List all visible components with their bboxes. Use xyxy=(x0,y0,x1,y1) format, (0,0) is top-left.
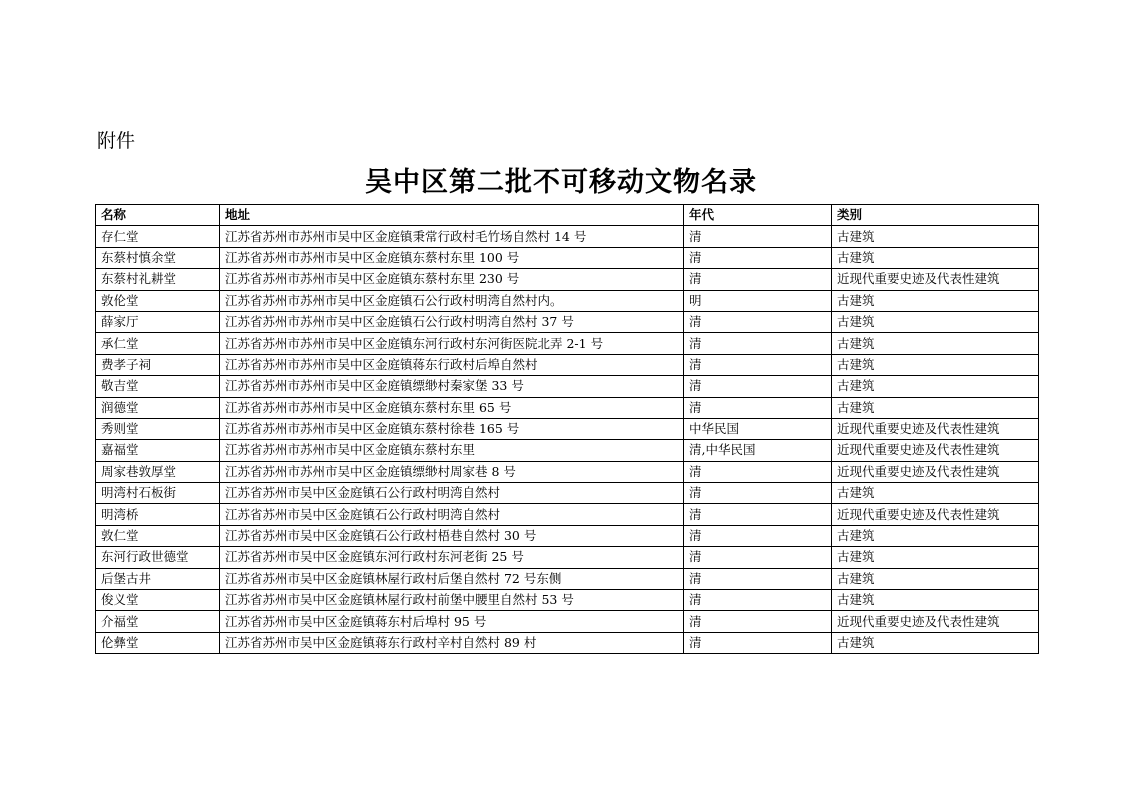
cell-name: 费孝子祠 xyxy=(96,354,220,375)
table-row xyxy=(96,247,1039,268)
table-body xyxy=(96,226,1039,654)
cell-category: 近现代重要史迹及代表性建筑 xyxy=(832,269,1039,290)
cell-address: 江苏省苏州市苏州市吴中区金庭镇缥缈村秦家堡 33 号 xyxy=(220,376,684,397)
table-row xyxy=(96,568,1039,589)
cell-address: 江苏省苏州市吴中区金庭镇石公行政村梧巷自然村 30 号 xyxy=(220,525,684,546)
cell-name: 伦彝堂 xyxy=(96,632,220,653)
table-row xyxy=(96,461,1039,482)
table-row xyxy=(96,547,1039,568)
cell-era: 清,中华民国 xyxy=(684,440,832,461)
table-row xyxy=(96,440,1039,461)
cell-era: 清 xyxy=(684,247,832,268)
cell-era: 清 xyxy=(684,568,832,589)
cell-era: 清 xyxy=(684,376,832,397)
cell-address: 江苏省苏州市苏州市吴中区金庭镇石公行政村明湾自然村内。 xyxy=(220,290,684,311)
cell-name: 存仁堂 xyxy=(96,226,220,247)
cell-address: 江苏省苏州市苏州市吴中区金庭镇东蔡村东里 230 号 xyxy=(220,269,684,290)
table-row xyxy=(96,504,1039,525)
cell-name: 明湾村石板街 xyxy=(96,483,220,504)
table-row xyxy=(96,397,1039,418)
cell-address: 江苏省苏州市苏州市吴中区金庭镇东蔡村东里 xyxy=(220,440,684,461)
cell-category: 古建筑 xyxy=(832,247,1039,268)
column-header-address: 地址 xyxy=(220,205,684,226)
relics-table xyxy=(95,204,1039,654)
cell-address: 江苏省苏州市吴中区金庭镇石公行政村明湾自然村 xyxy=(220,504,684,525)
cell-address: 江苏省苏州市吴中区金庭镇蒋东村后埠村 95 号 xyxy=(220,611,684,632)
cell-address: 江苏省苏州市苏州市吴中区金庭镇秉常行政村毛竹场自然村 14 号 xyxy=(220,226,684,247)
table-row xyxy=(96,311,1039,332)
table-row xyxy=(96,632,1039,653)
cell-category: 古建筑 xyxy=(832,590,1039,611)
cell-name: 后堡古井 xyxy=(96,568,220,589)
cell-era: 中华民国 xyxy=(684,418,832,439)
cell-name: 润德堂 xyxy=(96,397,220,418)
cell-name: 承仁堂 xyxy=(96,333,220,354)
cell-name: 东蔡村慎余堂 xyxy=(96,247,220,268)
cell-category: 古建筑 xyxy=(832,397,1039,418)
cell-category: 古建筑 xyxy=(832,333,1039,354)
cell-category: 古建筑 xyxy=(832,525,1039,546)
table-row xyxy=(96,590,1039,611)
cell-era: 清 xyxy=(684,311,832,332)
cell-name: 敦仁堂 xyxy=(96,525,220,546)
table-row xyxy=(96,333,1039,354)
cell-era: 清 xyxy=(684,525,832,546)
cell-name: 俊义堂 xyxy=(96,590,220,611)
cell-category: 近现代重要史迹及代表性建筑 xyxy=(832,418,1039,439)
cell-era: 清 xyxy=(684,333,832,354)
cell-category: 古建筑 xyxy=(832,290,1039,311)
cell-name: 嘉福堂 xyxy=(96,440,220,461)
table-row xyxy=(96,269,1039,290)
cell-category: 古建筑 xyxy=(832,354,1039,375)
cell-category: 古建筑 xyxy=(832,226,1039,247)
cell-era: 清 xyxy=(684,483,832,504)
cell-address: 江苏省苏州市吴中区金庭镇林屋行政村前堡中腰里自然村 53 号 xyxy=(220,590,684,611)
cell-era: 清 xyxy=(684,269,832,290)
cell-era: 清 xyxy=(684,632,832,653)
column-header-name: 名称 xyxy=(96,205,220,226)
table-row xyxy=(96,354,1039,375)
cell-name: 介福堂 xyxy=(96,611,220,632)
table-row xyxy=(96,376,1039,397)
cell-name: 东蔡村礼耕堂 xyxy=(96,269,220,290)
cell-name: 薛家厅 xyxy=(96,311,220,332)
cell-name: 敦伦堂 xyxy=(96,290,220,311)
cell-era: 清 xyxy=(684,504,832,525)
cell-name: 明湾桥 xyxy=(96,504,220,525)
cell-category: 古建筑 xyxy=(832,483,1039,504)
cell-name: 秀则堂 xyxy=(96,418,220,439)
table-row xyxy=(96,483,1039,504)
cell-address: 江苏省苏州市吴中区金庭镇石公行政村明湾自然村 xyxy=(220,483,684,504)
cell-era: 清 xyxy=(684,461,832,482)
cell-address: 江苏省苏州市苏州市吴中区金庭镇缥缈村周家巷 8 号 xyxy=(220,461,684,482)
cell-category: 古建筑 xyxy=(832,376,1039,397)
cell-category: 近现代重要史迹及代表性建筑 xyxy=(832,504,1039,525)
cell-address: 江苏省苏州市苏州市吴中区金庭镇东蔡村徐巷 165 号 xyxy=(220,418,684,439)
cell-category: 古建筑 xyxy=(832,632,1039,653)
cell-era: 清 xyxy=(684,226,832,247)
cell-category: 近现代重要史迹及代表性建筑 xyxy=(832,611,1039,632)
page-title: 吴中区第二批不可移动文物名录 xyxy=(365,167,757,198)
table-row xyxy=(96,290,1039,311)
table-row xyxy=(96,226,1039,247)
cell-address: 江苏省苏州市吴中区金庭镇蒋东行政村辛村自然村 89 村 xyxy=(220,632,684,653)
table-row xyxy=(96,611,1039,632)
cell-era: 清 xyxy=(684,611,832,632)
column-header-era: 年代 xyxy=(684,205,832,226)
cell-address: 江苏省苏州市吴中区金庭镇东河行政村东河老街 25 号 xyxy=(220,547,684,568)
cell-category: 近现代重要史迹及代表性建筑 xyxy=(832,440,1039,461)
cell-name: 周家巷敦厚堂 xyxy=(96,461,220,482)
cell-address: 江苏省苏州市苏州市吴中区金庭镇蒋东行政村后埠自然村 xyxy=(220,354,684,375)
cell-name: 东河行政世德堂 xyxy=(96,547,220,568)
cell-era: 清 xyxy=(684,547,832,568)
cell-address: 江苏省苏州市苏州市吴中区金庭镇东河行政村东河街医院北弄 2-1 号 xyxy=(220,333,684,354)
column-header-category: 类别 xyxy=(832,205,1039,226)
attachment-label: 附件 xyxy=(97,130,136,152)
cell-name: 敬吉堂 xyxy=(96,376,220,397)
cell-address: 江苏省苏州市苏州市吴中区金庭镇石公行政村明湾自然村 37 号 xyxy=(220,311,684,332)
cell-category: 古建筑 xyxy=(832,547,1039,568)
cell-category: 古建筑 xyxy=(832,568,1039,589)
cell-address: 江苏省苏州市吴中区金庭镇林屋行政村后堡自然村 72 号东侧 xyxy=(220,568,684,589)
cell-category: 近现代重要史迹及代表性建筑 xyxy=(832,461,1039,482)
table-header-row xyxy=(96,205,1039,226)
table-row xyxy=(96,525,1039,546)
table-row xyxy=(96,418,1039,439)
cell-address: 江苏省苏州市苏州市吴中区金庭镇东蔡村东里 65 号 xyxy=(220,397,684,418)
cell-era: 清 xyxy=(684,397,832,418)
cell-category: 古建筑 xyxy=(832,311,1039,332)
cell-era: 清 xyxy=(684,354,832,375)
cell-era: 清 xyxy=(684,590,832,611)
cell-address: 江苏省苏州市苏州市吴中区金庭镇东蔡村东里 100 号 xyxy=(220,247,684,268)
cell-era: 明 xyxy=(684,290,832,311)
